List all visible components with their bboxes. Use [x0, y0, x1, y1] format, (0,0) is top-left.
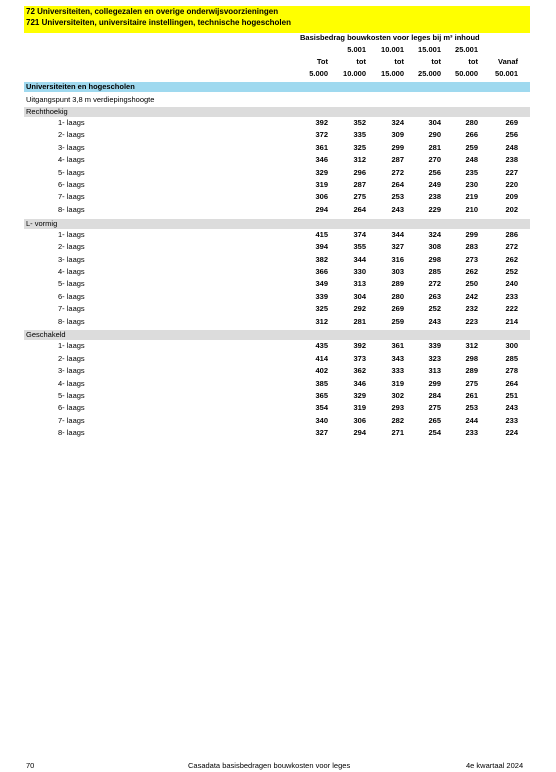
row-label: 7- laags	[58, 304, 85, 314]
table-cell: 238	[505, 155, 518, 165]
row-label: 4- laags	[58, 378, 85, 388]
column-header-mid: tot	[468, 57, 478, 66]
table-cell: 394	[315, 242, 328, 252]
group-header: Rechthoekig	[24, 107, 530, 117]
table-caption: Basisbedrag bouwkosten voor leges bij m³ inhoud	[300, 33, 480, 42]
table-cell: 232	[465, 304, 478, 314]
table-cell: 284	[428, 391, 441, 400]
table-cell: 264	[391, 180, 404, 189]
table-cell: 264	[505, 378, 518, 388]
footer-center-text: Casadata basisbedragen bouwkosten voor leges	[188, 761, 351, 770]
subtitle: Uitgangspunt 3,8 m verdiepingshoogte	[26, 95, 155, 104]
table-cell: 385	[315, 378, 328, 388]
row-label: 4- laags	[58, 266, 85, 276]
table-cell: 285	[428, 266, 441, 276]
row-label: 7- laags	[58, 192, 85, 202]
table-row	[24, 304, 530, 316]
column-header-bottom: 5.000	[309, 69, 328, 78]
table-cell: 344	[391, 229, 404, 239]
table-cell: 256	[428, 167, 441, 177]
title-line-1: 72 Universiteiten, collegezalen en overige onderwijsvoorzieningen	[26, 7, 279, 16]
table-cell: 222	[505, 304, 518, 314]
column-header-top: 10.001	[381, 45, 404, 54]
table-row	[24, 341, 530, 353]
table-cell: 339	[315, 291, 328, 301]
table-row	[24, 118, 530, 130]
table-cell: 392	[353, 341, 366, 351]
table-cell: 339	[428, 341, 441, 351]
table-cell: 293	[391, 403, 404, 413]
footer-page-number: 70	[26, 761, 35, 770]
row-label: 6- laags	[58, 291, 85, 301]
table-cell: 372	[315, 130, 328, 140]
row-label: 1- laags	[58, 229, 85, 239]
row-label: 6- laags	[58, 403, 85, 413]
table-row	[24, 130, 530, 142]
table-cell: 242	[465, 291, 478, 301]
table-cell: 253	[391, 192, 404, 202]
table-cell: 256	[505, 130, 518, 140]
table-cell: 292	[353, 304, 366, 314]
table-cell: 275	[428, 403, 441, 413]
table-cell: 263	[428, 291, 441, 301]
table-cell: 254	[428, 428, 441, 438]
table-cell: 289	[391, 279, 404, 289]
table-cell: 285	[505, 353, 518, 363]
table-cell: 289	[465, 366, 478, 376]
table-row	[24, 267, 530, 279]
table-cell: 252	[505, 266, 518, 276]
table-cell: 252	[428, 304, 441, 314]
table-cell: 235	[465, 167, 478, 177]
table-cell: 227	[505, 167, 518, 177]
table-row	[24, 143, 530, 155]
table-row	[24, 230, 530, 242]
table-cell: 313	[353, 279, 366, 289]
table-cell: 261	[465, 391, 478, 400]
table-cell: 262	[465, 266, 478, 276]
table-cell: 273	[465, 254, 478, 264]
table-cell: 344	[353, 254, 366, 264]
row-label: 5- laags	[58, 391, 85, 400]
table-cell: 278	[505, 366, 518, 376]
table-cell: 264	[353, 204, 366, 214]
table-cell: 294	[315, 204, 328, 214]
table-cell: 287	[391, 155, 404, 165]
table-cell: 316	[391, 254, 404, 264]
row-label: 3- laags	[58, 254, 85, 264]
table-cell: 299	[428, 378, 441, 388]
table-cell: 361	[391, 341, 404, 351]
table-row	[24, 168, 530, 180]
table-cell: 270	[428, 155, 441, 165]
column-header-bottom: 10.000	[343, 69, 366, 78]
table-cell: 319	[353, 403, 366, 413]
table-cell: 333	[391, 366, 404, 376]
table-cell: 329	[315, 167, 328, 177]
table-cell: 325	[315, 304, 328, 314]
table-row	[24, 292, 530, 304]
table-cell: 223	[465, 316, 478, 326]
table-row	[24, 255, 530, 267]
column-header-mid: Tot	[316, 57, 328, 66]
table-cell: 374	[353, 229, 366, 239]
table-cell: 243	[428, 316, 441, 326]
table-cell: 402	[315, 366, 328, 376]
table-cell: 304	[353, 291, 366, 301]
table-cell: 365	[315, 391, 328, 400]
column-header-bottom: 50.001	[495, 69, 518, 78]
row-label: 3- laags	[58, 366, 85, 376]
table-row	[24, 354, 530, 366]
row-label: 8- laags	[58, 428, 85, 438]
table-row	[24, 403, 530, 415]
table-cell: 294	[353, 428, 366, 438]
table-cell: 298	[428, 254, 441, 264]
table-cell: 280	[391, 291, 404, 301]
table-cell: 281	[428, 142, 441, 152]
table-cell: 282	[391, 415, 404, 425]
row-label: 2- laags	[58, 242, 85, 252]
row-label: 2- laags	[58, 353, 85, 363]
column-header-mid: tot	[431, 57, 441, 66]
column-header-top: 25.001	[455, 45, 478, 54]
table-cell: 272	[391, 167, 404, 177]
table-cell: 306	[353, 415, 366, 425]
table-cell: 355	[353, 242, 366, 252]
row-label: 4- laags	[58, 155, 85, 165]
table-cell: 361	[315, 142, 328, 152]
table-cell: 281	[353, 316, 366, 326]
table-row	[24, 317, 530, 329]
table-cell: 259	[465, 142, 478, 152]
table-cell: 287	[353, 180, 366, 189]
table-cell: 300	[505, 341, 518, 351]
column-header-top: 15.001	[418, 45, 441, 54]
table-cell: 354	[315, 403, 328, 413]
table-row	[24, 279, 530, 291]
table-cell: 373	[353, 353, 366, 363]
table-cell: 229	[428, 204, 441, 214]
column-header-bottom: 15.000	[381, 69, 404, 78]
row-label: 6- laags	[58, 180, 85, 189]
table-cell: 272	[428, 279, 441, 289]
table-cell: 233	[465, 428, 478, 438]
table-cell: 329	[353, 391, 366, 400]
table-cell: 346	[315, 155, 328, 165]
table-cell: 435	[315, 341, 328, 351]
column-header-bottom: 50.000	[455, 69, 478, 78]
table-cell: 298	[465, 353, 478, 363]
table-cell: 269	[505, 118, 518, 127]
table-row	[24, 366, 530, 378]
table-cell: 244	[465, 415, 478, 425]
table-row	[24, 379, 530, 391]
table-cell: 219	[465, 192, 478, 202]
document-title-bar	[24, 6, 530, 33]
row-label: 1- laags	[58, 341, 85, 351]
table-cell: 259	[391, 316, 404, 326]
row-label: 8- laags	[58, 316, 85, 326]
table-cell: 202	[505, 204, 518, 214]
table-cell: 249	[428, 180, 441, 189]
table-cell: 343	[391, 353, 404, 363]
table-cell: 325	[353, 142, 366, 152]
table-cell: 233	[505, 291, 518, 301]
table-cell: 248	[465, 155, 478, 165]
row-label: 1- laags	[58, 118, 85, 127]
group-header: L- vormig	[24, 219, 530, 229]
section-title: Universiteiten en hogescholen	[24, 82, 530, 92]
table-cell: 299	[465, 229, 478, 239]
table-cell: 233	[505, 415, 518, 425]
table-cell: 272	[505, 242, 518, 252]
table-cell: 271	[391, 428, 404, 438]
table-row	[24, 205, 530, 217]
table-row	[24, 180, 530, 192]
table-cell: 265	[428, 415, 441, 425]
row-label: 7- laags	[58, 415, 85, 425]
table-cell: 286	[505, 229, 518, 239]
table-cell: 296	[353, 167, 366, 177]
table-cell: 327	[315, 428, 328, 438]
table-row	[24, 428, 530, 440]
table-cell: 349	[315, 279, 328, 289]
table-cell: 382	[315, 254, 328, 264]
table-cell: 302	[391, 391, 404, 400]
row-label: 2- laags	[58, 130, 85, 140]
table-cell: 312	[315, 316, 328, 326]
table-cell: 243	[391, 204, 404, 214]
row-label: 5- laags	[58, 279, 85, 289]
table-cell: 230	[465, 180, 478, 189]
table-cell: 262	[505, 254, 518, 264]
table-cell: 312	[465, 341, 478, 351]
table-cell: 304	[428, 118, 441, 127]
table-cell: 324	[391, 118, 404, 127]
table-cell: 248	[505, 142, 518, 152]
table-cell: 275	[465, 378, 478, 388]
table-cell: 209	[505, 192, 518, 202]
table-cell: 280	[465, 118, 478, 127]
table-cell: 340	[315, 415, 328, 425]
table-cell: 243	[505, 403, 518, 413]
table-cell: 306	[315, 192, 328, 202]
table-cell: 224	[505, 428, 518, 438]
table-cell: 335	[353, 130, 366, 140]
footer-period: 4e kwartaal 2024	[466, 761, 524, 770]
table-cell: 275	[353, 192, 366, 202]
column-header-bottom: 25.000	[418, 69, 441, 78]
row-label: 3- laags	[58, 142, 85, 152]
row-label: 8- laags	[58, 204, 85, 214]
table-cell: 319	[315, 180, 328, 189]
table-cell: 240	[505, 279, 518, 289]
table-row	[24, 192, 530, 204]
table-cell: 323	[428, 353, 441, 363]
table-cell: 290	[428, 130, 441, 140]
table-row	[24, 155, 530, 167]
table-cell: 303	[391, 266, 404, 276]
table-cell: 346	[353, 378, 366, 388]
table-row	[24, 391, 530, 403]
table-cell: 299	[391, 142, 404, 152]
table-cell: 220	[505, 180, 518, 189]
table-cell: 238	[428, 192, 441, 202]
group-header: Geschakeld	[24, 330, 530, 340]
table-cell: 415	[315, 229, 328, 239]
column-header-mid: tot	[356, 57, 366, 66]
table-cell: 266	[465, 130, 478, 140]
title-line-2: 721 Universiteiten, universitaire instellingen, technische hogescholen	[26, 18, 291, 27]
table-row	[24, 416, 530, 428]
table-cell: 330	[353, 266, 366, 276]
table-cell: 319	[391, 378, 404, 388]
table-cell: 312	[353, 155, 366, 165]
table-cell: 308	[428, 242, 441, 252]
column-header-mid: tot	[394, 57, 404, 66]
table-cell: 324	[428, 229, 441, 239]
table-cell: 253	[465, 403, 478, 413]
table-cell: 352	[353, 118, 366, 127]
table-cell: 366	[315, 266, 328, 276]
table-cell: 269	[391, 304, 404, 314]
table-cell: 283	[465, 242, 478, 252]
table-cell: 313	[428, 366, 441, 376]
table-cell: 392	[315, 118, 328, 127]
table-row	[24, 242, 530, 254]
column-header-mid: Vanaf	[497, 57, 518, 66]
table-cell: 414	[315, 353, 328, 363]
row-label: 5- laags	[58, 167, 85, 177]
table-cell: 210	[465, 204, 478, 214]
table-cell: 362	[353, 366, 366, 376]
table-cell: 309	[391, 130, 404, 140]
column-header-top: 5.001	[347, 45, 366, 54]
table-cell: 327	[391, 242, 404, 252]
table-cell: 214	[505, 316, 518, 326]
table-cell: 250	[465, 279, 478, 289]
table-cell: 251	[505, 391, 518, 400]
